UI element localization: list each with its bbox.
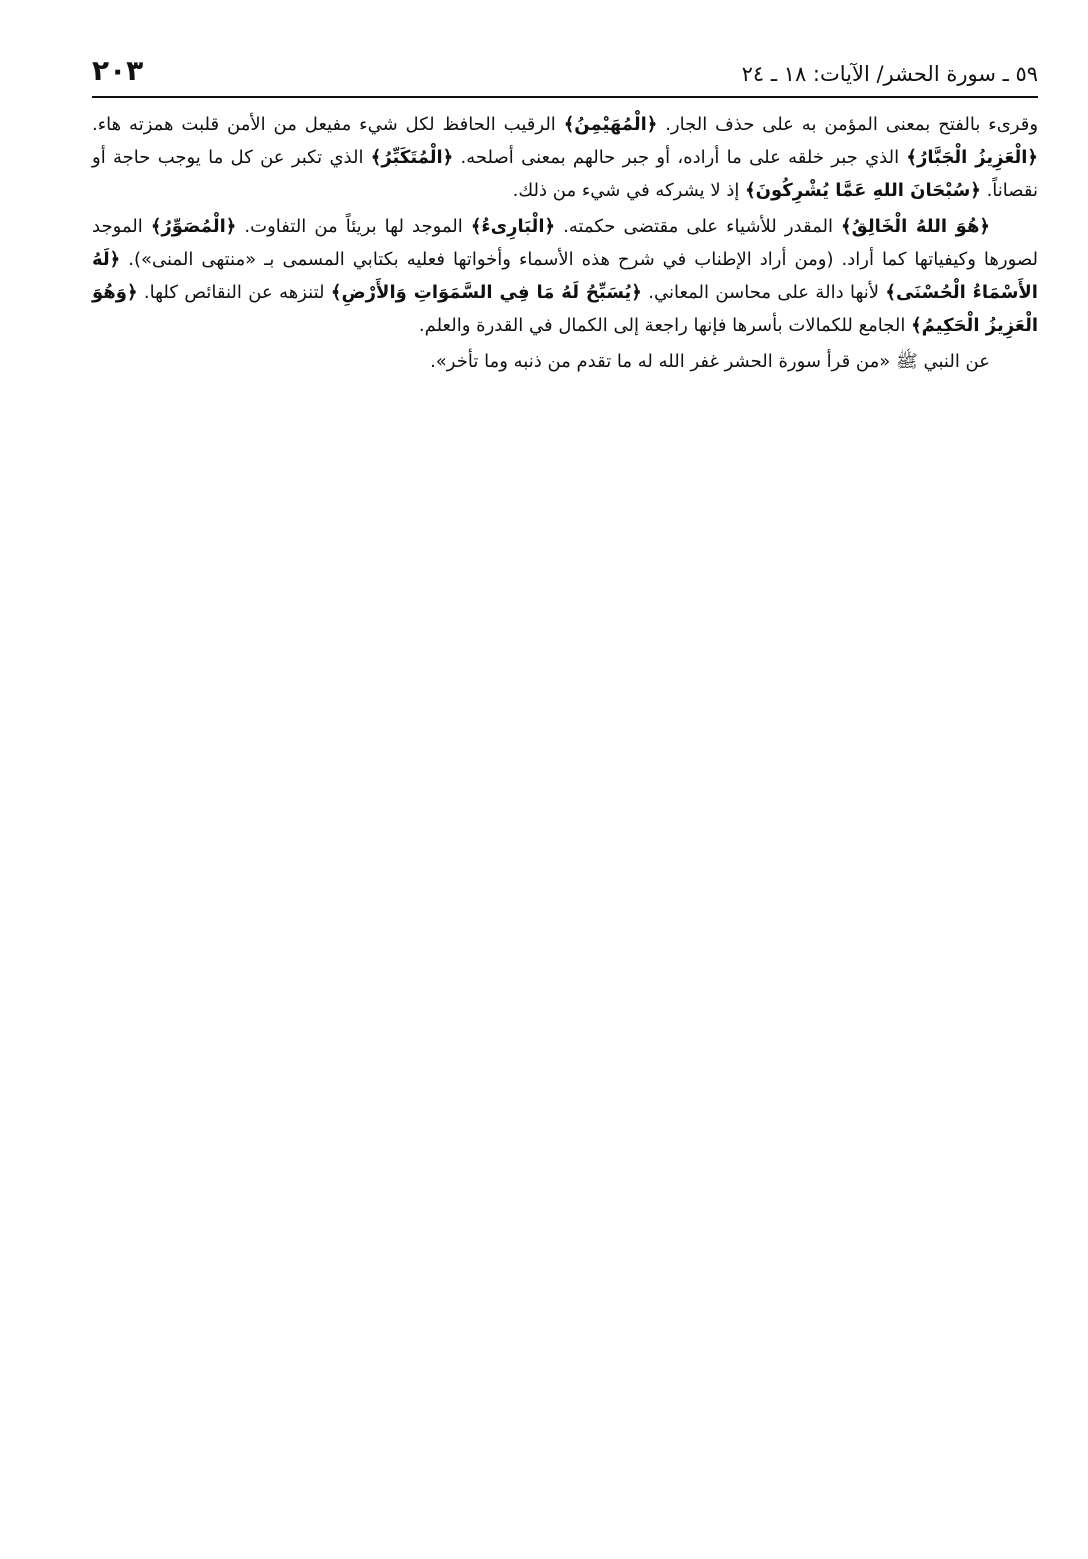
quran-quote: ﴿الْعَزِيزُ الْجَبَّارُ﴾ (906, 147, 1038, 168)
quran-quote: ﴿هُوَ اللهُ الْخَالِقُ﴾ (841, 216, 990, 237)
running-header (92, 54, 1038, 92)
commentary-text: الجامع للكمالات بأسرها فإنها راجعة إلى الكمال في القدرة والعلم. (418, 315, 912, 336)
header-title: ٥٩ ـ سورة الحشر/ الآيات: ١٨ ـ ٢٤ (741, 62, 1038, 86)
page-number: ٢٠٣ (92, 54, 144, 87)
quran-quote: ﴿الْمُتَكَبِّرُ﴾ (370, 147, 454, 168)
quran-quote: ﴿يُسَبِّحُ لَهُ مَا فِي السَّمَوَاتِ وَالأَرْضِ﴾ (330, 282, 642, 303)
commentary-text: وقرىء بالفتح بمعنى المؤمن به على حذف الجار. (657, 114, 1039, 135)
quran-quote: ﴿سُبْحَانَ اللهِ عَمَّا يُشْرِكُونَ﴾ (745, 180, 981, 201)
commentary-text: الرقيب الحافظ لكل شيء مفيعل من الأمن قلبت همزته هاء. (92, 114, 564, 135)
paragraph (92, 345, 1038, 378)
quran-quote: ﴿الْمُصَوِّرُ﴾ (150, 216, 237, 237)
quran-quote: ﴿وَهُوَ الْعَزِيزُ الْحَكِيمُ﴾ (92, 282, 1038, 336)
commentary-text: الذي جبر خلقه على ما أراده، أو جبر حالهم بمعنى أصلحه. (453, 147, 907, 168)
commentary-text: لأنها دالة على محاسن المعاني. (641, 282, 886, 303)
commentary-text: المقدر للأشياء على مقتضى حكمته. (555, 216, 842, 237)
paragraph (92, 210, 1038, 342)
quran-quote: ﴿الْمُهَيْمِنُ﴾ (563, 114, 658, 135)
quran-quote: ﴿لَهُ الأَسْمَاءُ الْحُسْنَى﴾ (92, 249, 1038, 303)
commentary-text: إذ لا يشركه في شيء من ذلك. (512, 180, 746, 201)
commentary-text: الموجد لها بريئاً من التفاوت. (236, 216, 471, 237)
commentary-text: الموجد لصورها وكيفياتها كما أراد. (ومن أراد الإطناب في شرح هذه الأسماء وأخواتها فعليه بكتابي المسمى بـ «منتهى المنى»). (92, 216, 1038, 270)
commentary-text: عن النبي ﷺ «من قرأ سورة الحشر غفر الله له ما تقدم من ذنبه وما تأخر». (430, 351, 990, 372)
header-rule (92, 96, 1038, 98)
commentary-text: الذي تكبر عن كل ما يوجب حاجة أو نقصاناً. (92, 147, 1038, 201)
quran-quote: ﴿الْبَارِىءُ﴾ (470, 216, 556, 237)
commentary-text: لتنزهه عن النقائص كلها. (137, 282, 331, 303)
paragraph (92, 108, 1038, 207)
page-body (92, 108, 1038, 378)
